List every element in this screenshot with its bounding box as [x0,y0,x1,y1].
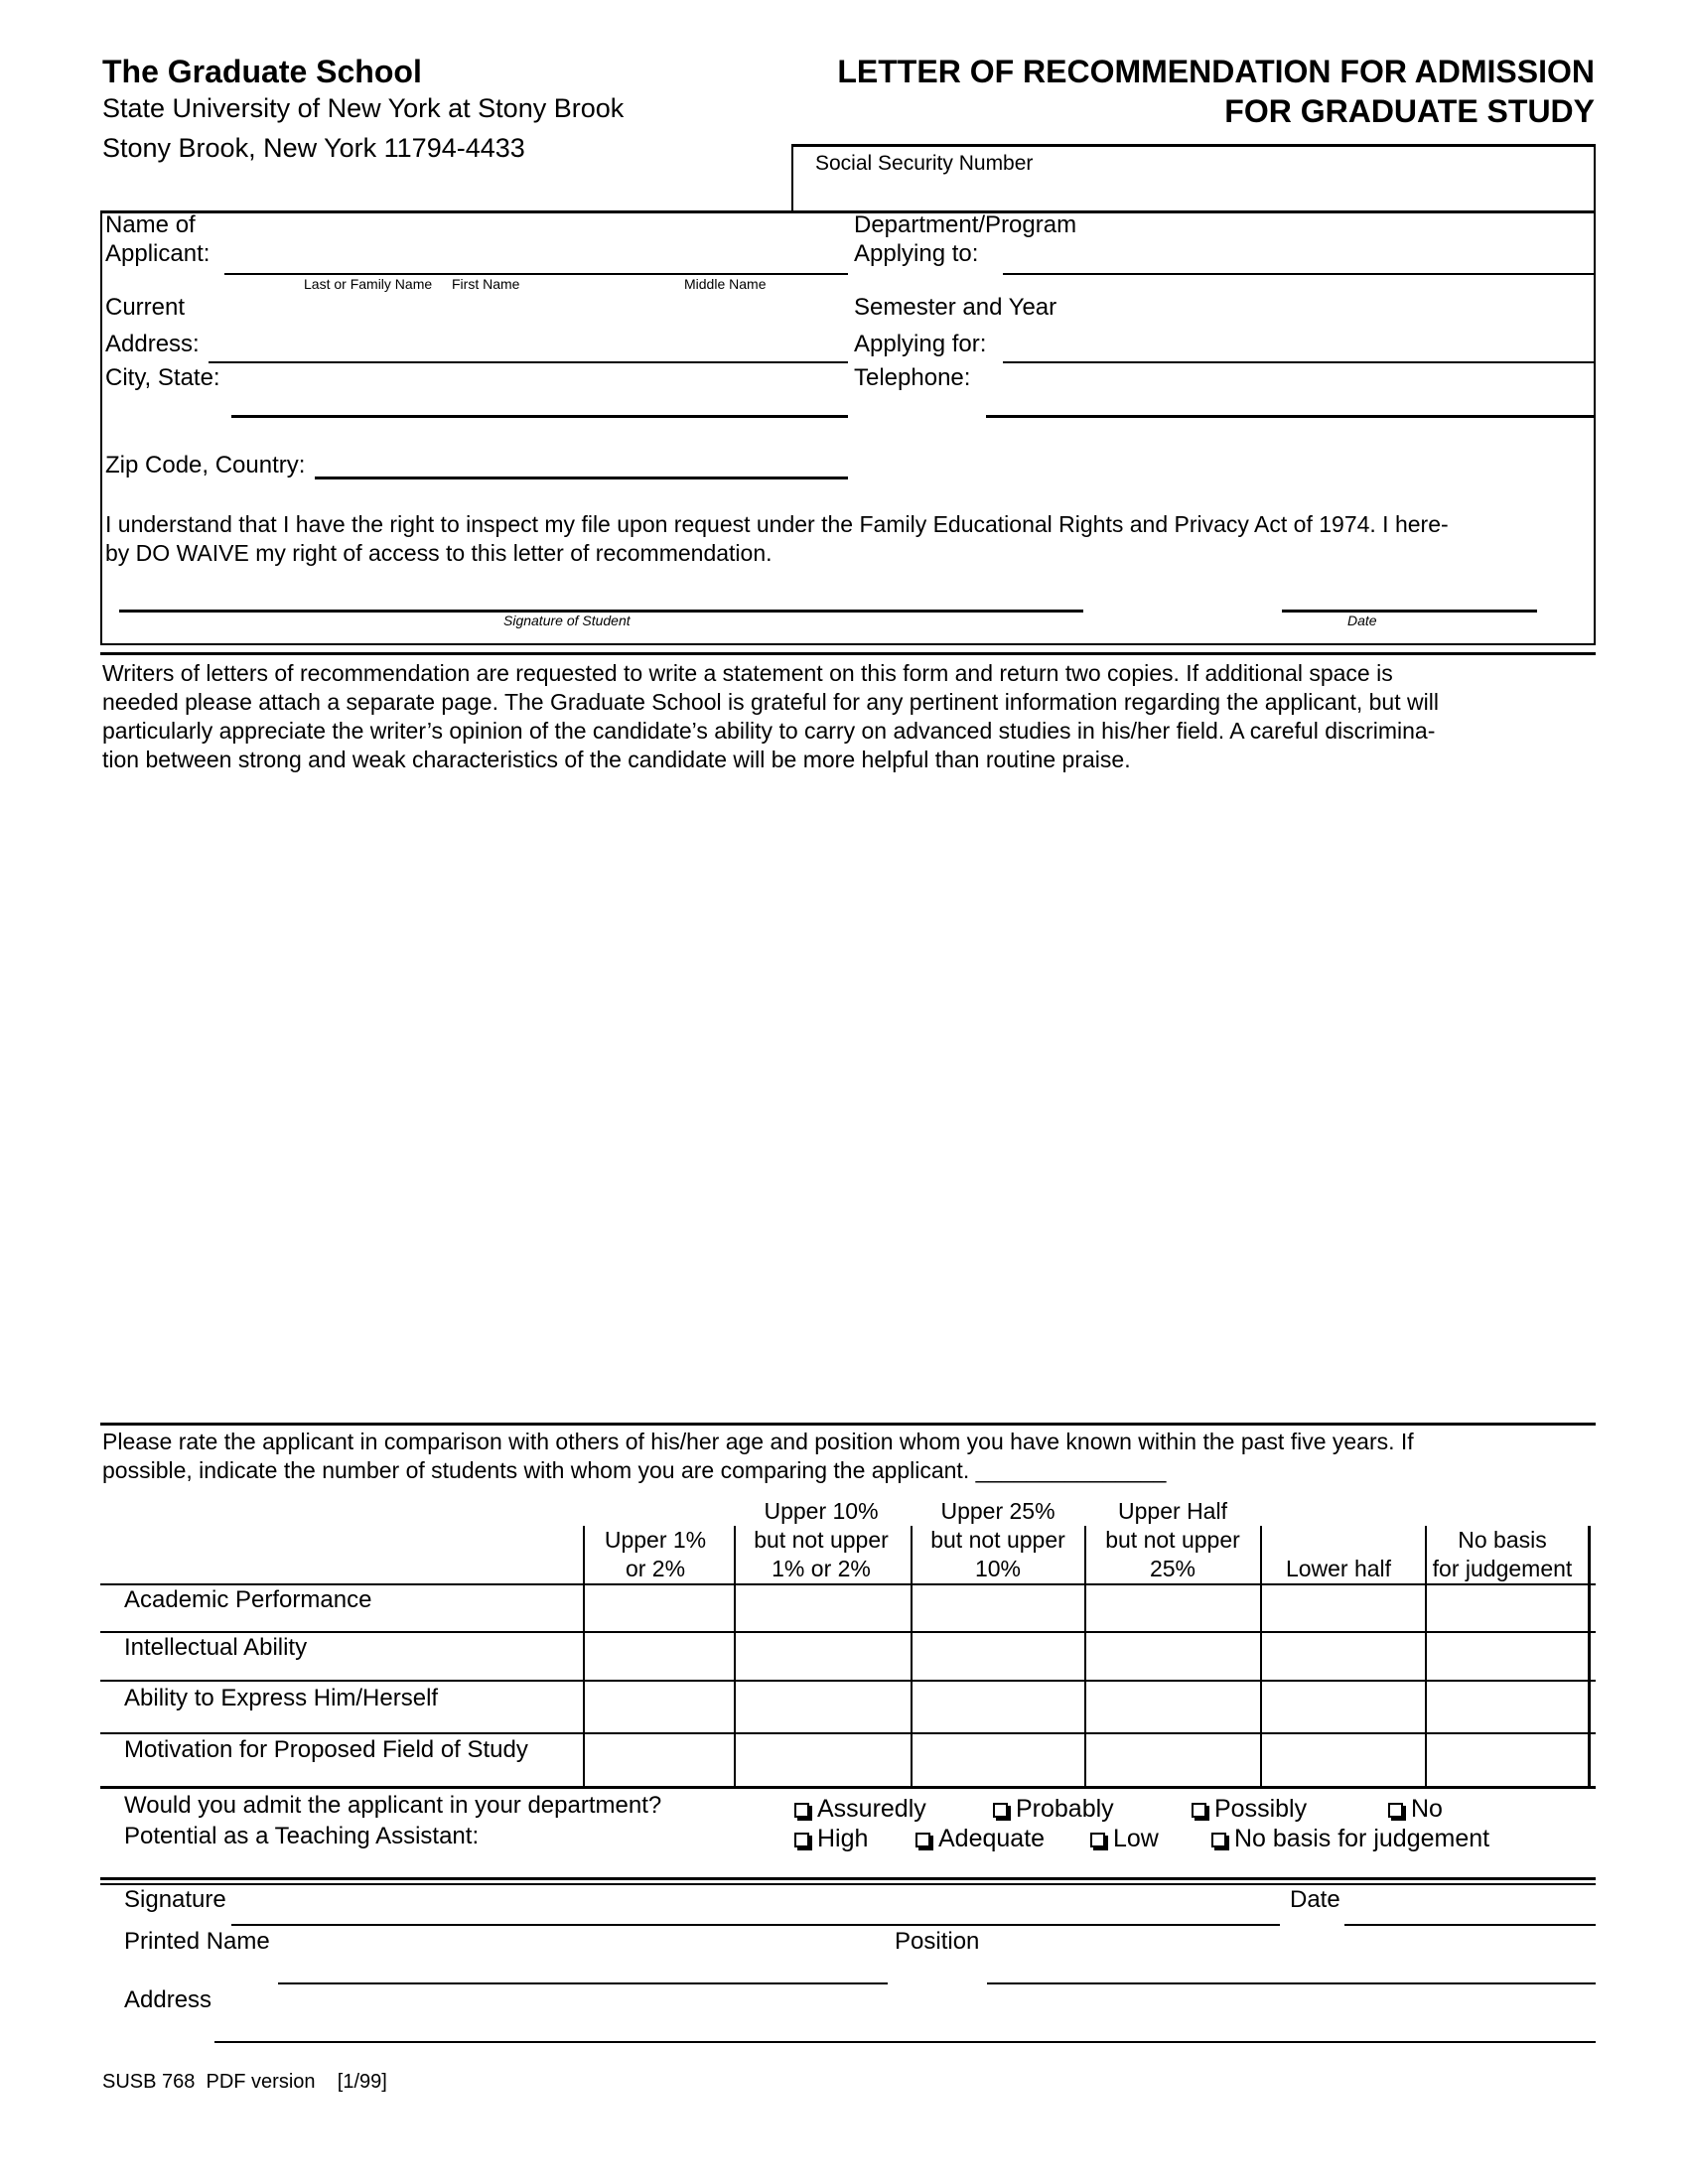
column-header-lower-half [1261,1497,1416,1583]
recommender-signature-label: Signature [124,1886,226,1913]
address-field[interactable] [209,361,848,363]
semester-field[interactable] [1003,361,1596,363]
col-header-line: 25% [1149,1556,1196,1581]
city-state-field[interactable] [231,415,848,418]
rating-cells [585,1585,1588,1786]
position-field[interactable] [987,1982,1596,1984]
recommender-date-label: Date [1290,1886,1340,1913]
column-header-no-basis [1422,1497,1583,1583]
ssn-label: Social Security Number [815,152,1034,175]
option-label: Probably [1016,1795,1114,1823]
ta-question-label: Potential as a Teaching Assistant: [124,1823,480,1849]
form-title-line2: FOR GRADUATE STUDY [1224,93,1595,129]
column-header-upper-25 [914,1497,1082,1583]
instructions-divider [100,652,1596,655]
rating-row-academic-performance: Academic Performance [124,1586,372,1613]
option-label: No basis for judgement [1234,1825,1490,1852]
rating-row-intellectual-ability: Intellectual Ability [124,1634,308,1661]
current-label: Current [105,294,186,321]
name-label-2: Applicant: [105,240,211,267]
recommender-address-label: Address [124,1986,212,2013]
col-header-line [1422,1497,1583,1526]
ta-option-adequate[interactable] [915,1827,1045,1851]
ta-option-low[interactable] [1090,1827,1159,1851]
col-header-line: 1% or 2% [772,1556,871,1581]
option-label: Assuredly [817,1795,926,1823]
checkbox-icon [1211,1833,1226,1847]
rating-intro [102,1428,1414,1485]
recommender-signature-field[interactable] [231,1924,1280,1926]
option-label: No [1411,1795,1443,1823]
col-header-line [1261,1526,1416,1555]
option-label: High [817,1825,869,1852]
rating-row-ability-to-express: Ability to Express Him/Herself [124,1685,439,1711]
col-header-line [1261,1497,1416,1526]
recommender-divider-2 [100,1883,1596,1885]
checkbox-icon [794,1803,809,1818]
department-field[interactable] [1003,273,1596,275]
col-header-line: but not upper [754,1527,889,1553]
first-name-caption: First Name [452,276,520,292]
checkbox-icon [1388,1803,1403,1818]
col-header-line: 10% [974,1556,1022,1581]
form-title-line1: LETTER OF RECOMMENDATION FOR ADMISSION [837,54,1595,89]
city-state-label: City, State: [105,364,220,391]
col-header-line: for judgement [1432,1556,1573,1581]
telephone-label: Telephone: [854,364,971,391]
checkbox-icon [915,1833,930,1847]
position-label: Position [895,1928,980,1955]
col-header-line: but not upper [930,1527,1065,1553]
instructions-line-1: Writers of letters of recommendation are requested to write a statement on this form and return two copies. If additional space is [102,660,1393,686]
rating-divider [100,1423,1596,1426]
school-city: Stony Brook, New York 11794-4433 [102,133,525,163]
ssn-field[interactable] [791,144,1596,213]
name-label-1: Name of [105,211,196,238]
instructions-text [102,659,1592,774]
waiver-line-2: by DO WAIVE my right of access to this letter of recommendation. [105,540,773,566]
student-signature-caption: Signature of Student [503,613,631,628]
instructions-line-3: particularly appreciate the writer’s opinion of the candidate’s ability to carry on advanced studies in his/her field. A careful discrimina- [102,718,1436,744]
col-header-line [586,1497,725,1526]
checkbox-icon [794,1833,809,1847]
option-label: Possibly [1214,1795,1308,1823]
instructions-line-2: needed please attach a separate page. The Graduate School is grateful for any pertinent information regarding the applicant, but will [102,689,1439,715]
admit-option-assuredly[interactable] [794,1797,926,1822]
instructions-line-4: tion between strong and weak characteristics of the candidate will be more helpful than routine praise. [102,747,1131,772]
printed-name-field[interactable] [278,1982,888,1984]
checkbox-icon [993,1803,1008,1818]
col-header-line: or 2% [625,1556,686,1581]
dept-label-2: Applying to: [854,240,979,267]
letter-statement-area[interactable] [100,784,1596,1415]
rating-table-bottom-line [100,1786,1596,1789]
admit-option-no[interactable] [1388,1797,1443,1822]
column-header-upper-half [1088,1497,1257,1583]
col-header-line: Upper 1% [604,1527,707,1553]
middle-name-caption: Middle Name [684,276,767,292]
recommender-date-field[interactable] [1344,1924,1596,1926]
last-name-caption: Last or Family Name [304,276,433,292]
checkbox-icon [1090,1833,1105,1847]
rating-row-motivation: Motivation for Proposed Field of Study [124,1736,528,1763]
applicant-name-field[interactable] [224,273,848,275]
telephone-field[interactable] [986,415,1596,418]
checkbox-icon [1192,1803,1206,1818]
form-id: SUSB 768 PDF version [1/99] [102,2071,387,2093]
semester-label-1: Semester and Year [854,294,1057,321]
ta-option-no-basis[interactable] [1211,1827,1489,1851]
option-label: Adequate [938,1825,1046,1852]
col-header-line: Upper Half [1118,1498,1227,1524]
waiver-line-1: I understand that I have the right to inspect my file upon request under the Family Educational Rights and Privacy Act of 1974. I here- [105,511,1449,537]
option-label: Low [1113,1825,1159,1852]
rating-col-divider [1588,1526,1591,1788]
admit-option-possibly[interactable] [1192,1797,1307,1822]
semester-label-2: Applying for: [854,331,987,357]
school-name: The Graduate School [102,54,422,89]
admit-question-label: Would you admit the applicant in your department? [124,1792,662,1819]
recommender-address-field[interactable] [214,2041,1596,2043]
col-header-line: Upper 25% [940,1498,1055,1524]
col-header-line: but not upper [1105,1527,1240,1553]
column-header-upper-1 [586,1497,725,1583]
col-header-line: Upper 10% [764,1498,879,1524]
rating-intro-line-1: Please rate the applicant in comparison with others of his/her age and position whom you have known within the past five years. If [102,1429,1414,1454]
rating-intro-line-2: possible, indicate the number of students with whom you are comparing the applicant. _______________ [102,1457,1167,1483]
printed-name-label: Printed Name [124,1928,270,1955]
column-header-upper-10 [737,1497,906,1583]
col-header-line: No basis [1458,1527,1547,1553]
university-name: State University of New York at Stony Brook [102,93,625,123]
zip-country-label: Zip Code, Country: [105,452,306,478]
waiver-text [105,510,1590,568]
ta-option-high[interactable] [794,1827,868,1851]
address-label: Address: [105,331,200,357]
student-date-caption: Date [1347,613,1377,628]
zip-country-field[interactable] [315,477,848,479]
student-date-field[interactable] [1282,610,1537,613]
col-header-line: Lower half [1285,1556,1392,1581]
recommender-divider-1 [100,1877,1596,1880]
admit-option-probably[interactable] [993,1797,1114,1822]
dept-label-1: Department/Program [854,211,1077,238]
